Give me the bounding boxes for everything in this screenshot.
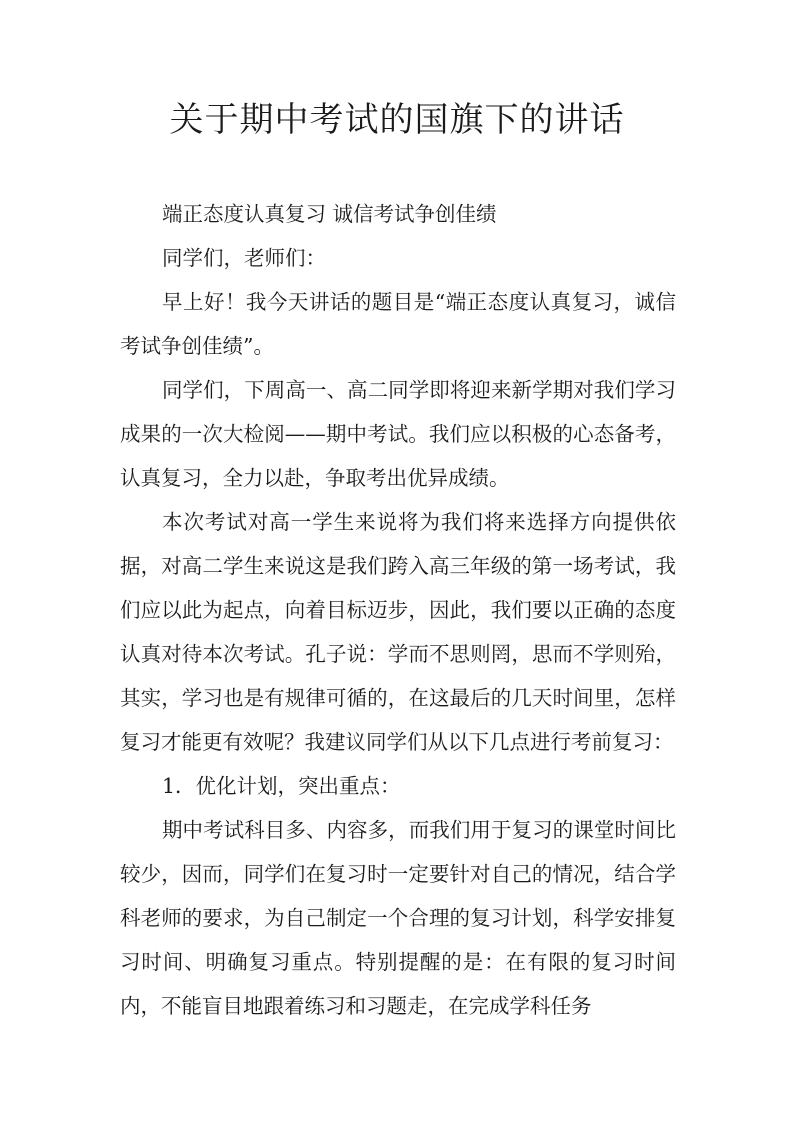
page-title: 关于期中考试的国旗下的讲话	[169, 100, 625, 140]
greeting-paragraph: 同学们，老师们：	[162, 246, 326, 270]
speech-body	[120, 192, 676, 1028]
body-paragraph: 期中考试科目多、内容多，而我们用于复习的课堂时间比较少，因而，同学们在复习时一定要针对自己的情况，结合学科老师的要求，为自己制定一个合理的复习计划，科学安排复习时间、明确复习重点。特别提醒的是：在有限的复习时间内，不能盲目地跟着练习和习题走，在完成学科任务	[120, 818, 676, 1018]
subtitle-paragraph: 端正态度认真复习 诚信考试争创佳绩	[162, 202, 497, 226]
opening-paragraph: 早上好！我今天讲话的题目是“端正态度认真复习，诚信考试争创佳绩”。	[120, 290, 676, 358]
section-heading: 1．优化计划，突出重点：	[162, 774, 401, 798]
body-paragraph: 同学们，下周高一、高二同学即将迎来新学期对我们学习成果的一次大检阅——期中考试。我们应以积极的心态备考，认真复习，全力以赴，争取考出优异成绩。	[120, 378, 676, 490]
body-paragraph: 本次考试对高一学生来说将为我们将来选择方向提供依据，对高二学生来说这是我们跨入高三年级的第一场考试，我们应以此为起点，向着目标迈步，因此，我们要以正确的态度认真对待本次考试。孔子说：学而不思则罔，思而不学则殆，其实，学习也是有规律可循的，在这最后的几天时间里，怎样复习才能更有效呢？我建议同学们从以下几点进行考前复习：	[120, 510, 676, 754]
